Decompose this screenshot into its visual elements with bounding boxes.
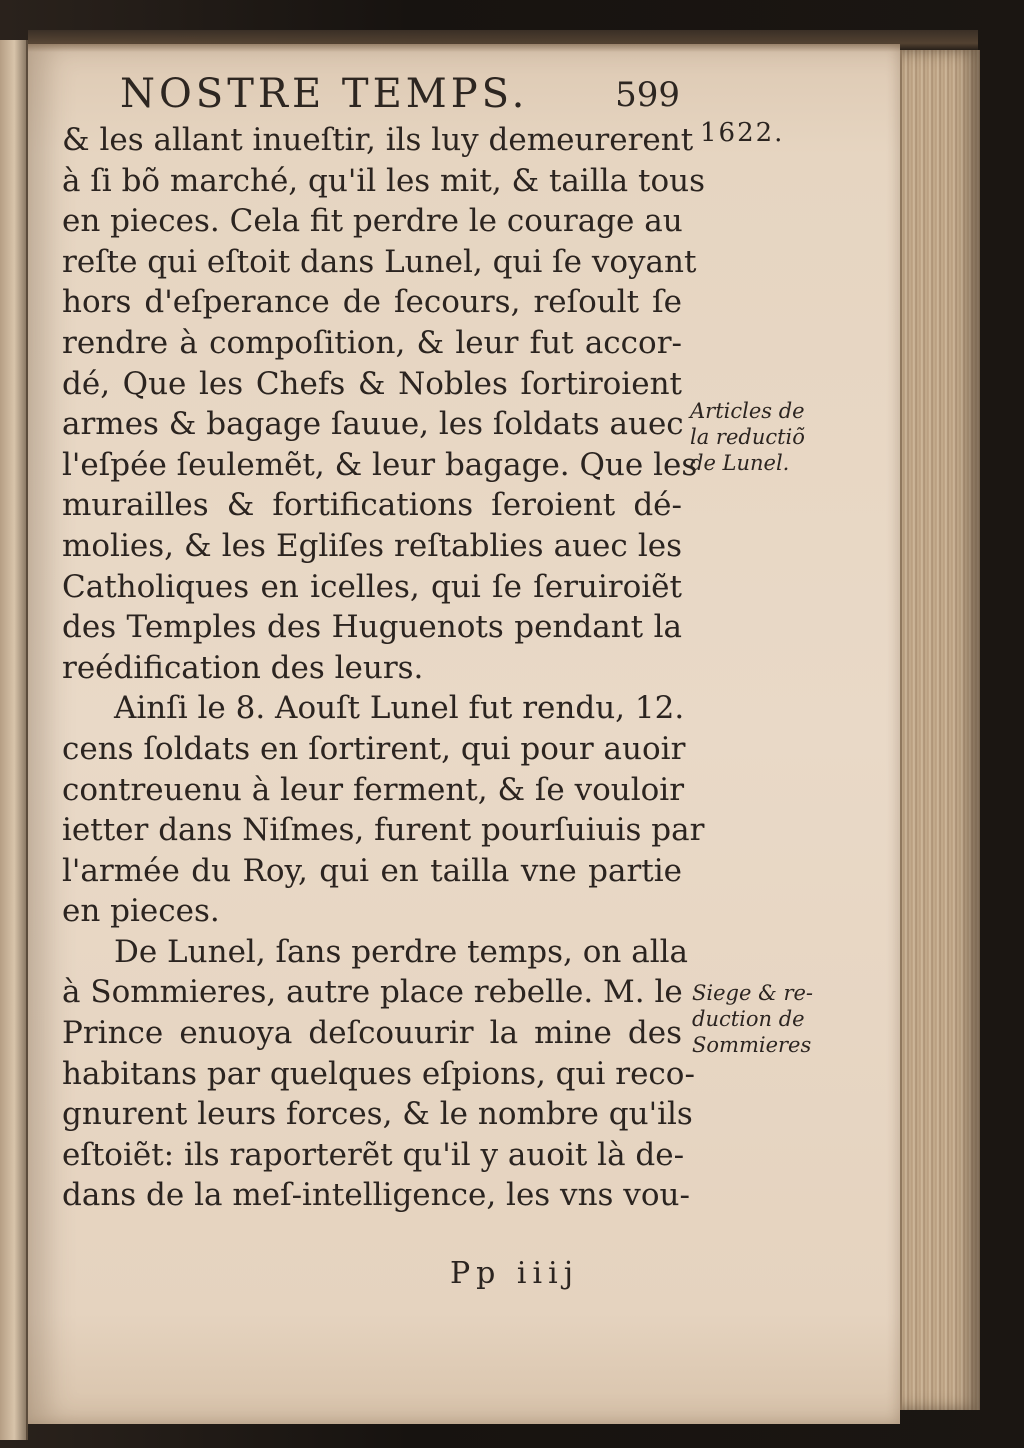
text-line: eſtoiẽt: ils raporterẽt qu'il y auoit là de- xyxy=(62,1136,685,1173)
margin-year: 1622. xyxy=(700,118,785,148)
running-title: NOSTRE TEMPS. xyxy=(120,71,529,117)
text-line: armes & bagage ſauue, les ſoldats auec xyxy=(62,406,684,443)
text-line: cens ſoldats en ſortirent, qui pour auoir xyxy=(62,730,686,767)
text-line: ietter dans Niſmes, furent pourſuiuis par xyxy=(62,812,705,849)
text-line: contreuenu à leur ferment, & ſe vouloir xyxy=(62,771,685,808)
margin-note-sommieres xyxy=(692,980,813,1058)
text-line: des Temples des Huguenots pendant la xyxy=(62,609,682,646)
text-line: molies, & les Egliſes reſtablies auec les xyxy=(62,527,682,564)
text-line: murailles & fortifications ſeroient dé- xyxy=(62,487,682,524)
text-line: reédification des leurs. xyxy=(62,649,424,686)
text-line: rendre à compoſition, & leur fut accor- xyxy=(62,324,682,361)
page-fore-edge xyxy=(900,50,980,1410)
text-line: & les allant inueſtir, ils luy demeurerent xyxy=(62,122,694,158)
text-line: Prince enuoya deſcouurir la mine des xyxy=(62,1015,682,1052)
signature-mark: Pp iiij xyxy=(450,1256,580,1291)
text-line: habitans par quelques eſpions, qui reco- xyxy=(62,1055,695,1092)
text-line: l'eſpée ſeulemẽt, & leur bagage. Que les xyxy=(62,446,698,483)
text-line: dans de la meſ-intelligence, les vns vou- xyxy=(62,1177,690,1214)
margin-note-line: la reductiõ xyxy=(690,425,805,449)
text-line: en pieces. Cela fit perdre le courage au xyxy=(62,203,683,240)
left-page-edge xyxy=(0,40,28,1440)
text-line: De Lunel, ſans perdre temps, on alla xyxy=(114,933,689,970)
text-line: gnurent leurs forces, & le nombre qu'ils xyxy=(62,1096,693,1133)
text-line: à ſi bõ marché, qu'il les mit, & tailla tous xyxy=(62,162,705,199)
margin-note-line: Siege & re- xyxy=(692,981,814,1005)
text-line: Catholiques en icelles, qui ſe ſeruiroiẽt xyxy=(62,568,682,605)
text-line: en pieces. xyxy=(62,893,220,930)
body-text xyxy=(62,120,705,1216)
text-line: hors d'eſperance de ſecours, reſoult ſe xyxy=(62,284,682,321)
text-line: dé, Que les Chefs & Nobles ſortiroient xyxy=(62,365,682,402)
text-line: reſte qui eſtoit dans Lunel, qui ſe voyant xyxy=(62,243,697,280)
margin-note-line: Sommieres xyxy=(692,1033,812,1057)
binding-shadow xyxy=(28,30,978,52)
text-line: Ainſi le 8. Aouſt Lunel fut rendu, 12. xyxy=(114,690,685,727)
margin-note-line: duction de xyxy=(692,1007,805,1031)
page-number: 599 xyxy=(615,75,680,115)
margin-note-lunel xyxy=(690,398,805,476)
text-line: à Sommieres, autre place rebelle. M. le xyxy=(62,974,683,1011)
margin-note-line: Articles de xyxy=(690,399,805,423)
page-header xyxy=(120,72,680,116)
text-line: l'armée du Roy, qui en tailla vne partie xyxy=(62,852,682,889)
margin-note-line: de Lunel. xyxy=(690,451,790,475)
